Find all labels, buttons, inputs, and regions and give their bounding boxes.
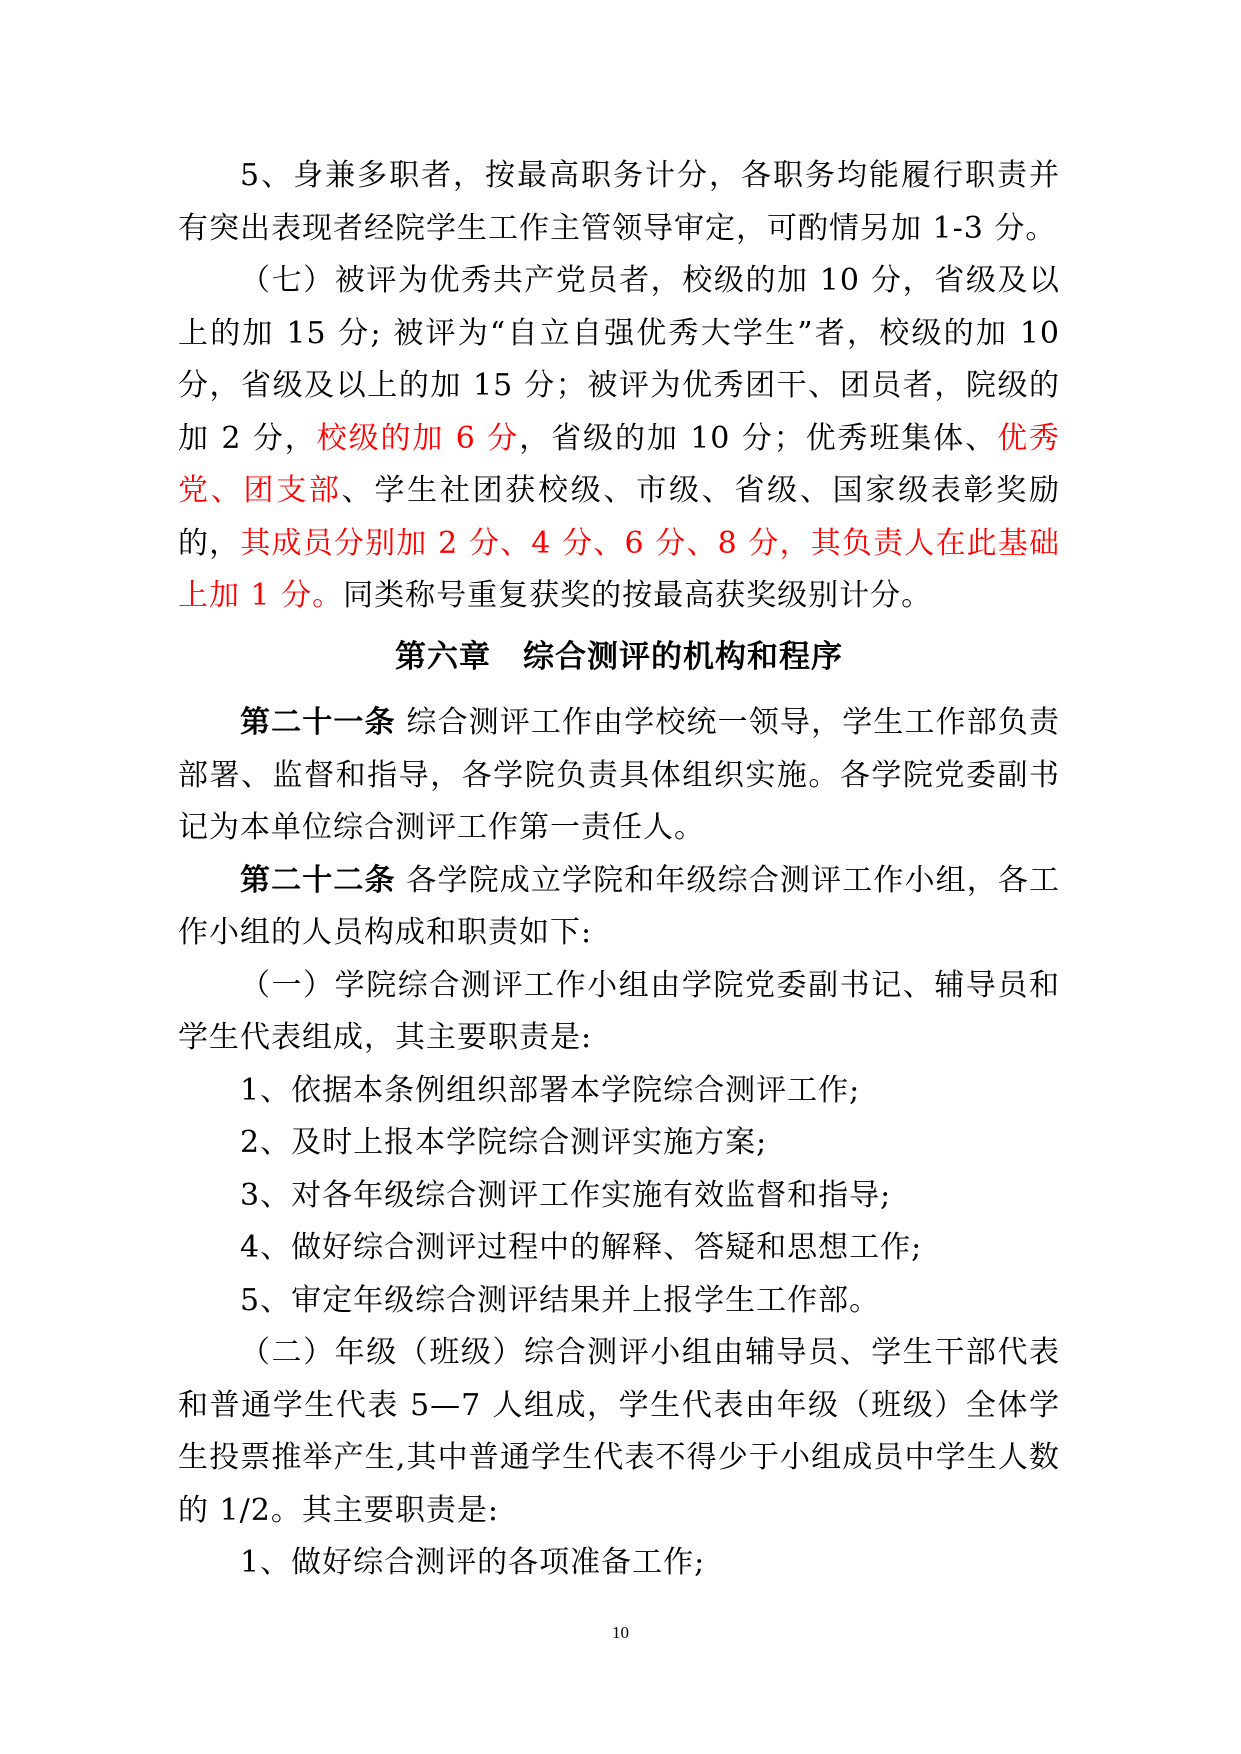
article-21-text: 综合测评工作由学校统一领导，学生工作部负责部署、监督和指导，各学院负责具体组织实施。各学院党委副书记为本单位综合测评工作第一责任人。 <box>178 705 1060 845</box>
paragraph-multiple-positions: 5、身兼多职者，按最高职务计分，各职务均能履行职责并有突出表现者经院学生工作主管领导审定，可酌情另加 1-3 分。 <box>178 158 1060 246</box>
paragraph-honors-points <box>178 255 1060 623</box>
honors-highlight-2: 优秀党、团支部 <box>178 420 1060 508</box>
section-1-item: 4、做好综合测评过程中的解释、答疑和思想工作; <box>240 1230 923 1265</box>
honors-highlight-1: 校级的加 6 分 <box>316 420 520 456</box>
honors-text-2: ，省级的加 10 分；优秀班集体、 <box>519 420 998 456</box>
chapter-title: 第六章 综合测评的机构和程序 <box>395 638 843 675</box>
honors-text-3: 、学生社团获校级、市级、省级、国家级表彰奖励的， <box>178 473 1061 561</box>
document-body <box>178 150 1060 1590</box>
section-1-intro: （一）学院综合测评工作小组由学院党委副书记、辅导员和学生代表组成，其主要职责是: <box>178 967 1060 1055</box>
honors-text-1: （七）被评为优秀共产党员者，校级的加 10 分，省级及以上的加 15 分; 被评为“自立自强优秀大学生”者，校级的加 10 分，省级及以上的加 15 分；被评为优秀团干、团员者，院级的加 2 分， <box>178 263 1060 456</box>
section-1-item: 2、及时上报本学院综合测评实施方案; <box>240 1125 768 1160</box>
honors-text-4: 同类称号重复获奖的按最高获奖级别计分。 <box>343 578 933 613</box>
section-2-intro: （二）年级（班级）综合测评小组由辅导员、学生干部代表和普通学生代表 5—7 人组成，学生代表由年级（班级）全体学生投票推举产生,其中普通学生代表不得少于小组成员中学生人数的 1/2。其主要职责是: <box>178 1335 1060 1528</box>
honors-highlight-3: 其成员分别加 2 分、4 分、6 分、8 分，其负责人在此基础上加 1 分。 <box>178 525 1061 613</box>
page-number: 10 <box>612 1623 629 1642</box>
article-22 <box>178 855 1060 960</box>
section-1-item: 5、审定年级综合测评结果并上报学生工作部。 <box>240 1282 881 1318</box>
section-1-item: 1、依据本条例组织部署本学院综合测评工作; <box>240 1072 861 1108</box>
section-2-item: 1、做好综合测评的各项准备工作; <box>240 1545 706 1580</box>
article-22-label: 第二十二条 <box>240 862 396 898</box>
article-21-label: 第二十一条 <box>240 705 396 740</box>
section-1-item: 3、对各年级综合测评工作实施有效监督和指导; <box>240 1177 892 1213</box>
article-22-text: 各学院成立学院和年级综合测评工作小组，各工作小组的人员构成和职责如下: <box>178 862 1060 950</box>
article-21 <box>178 697 1060 855</box>
